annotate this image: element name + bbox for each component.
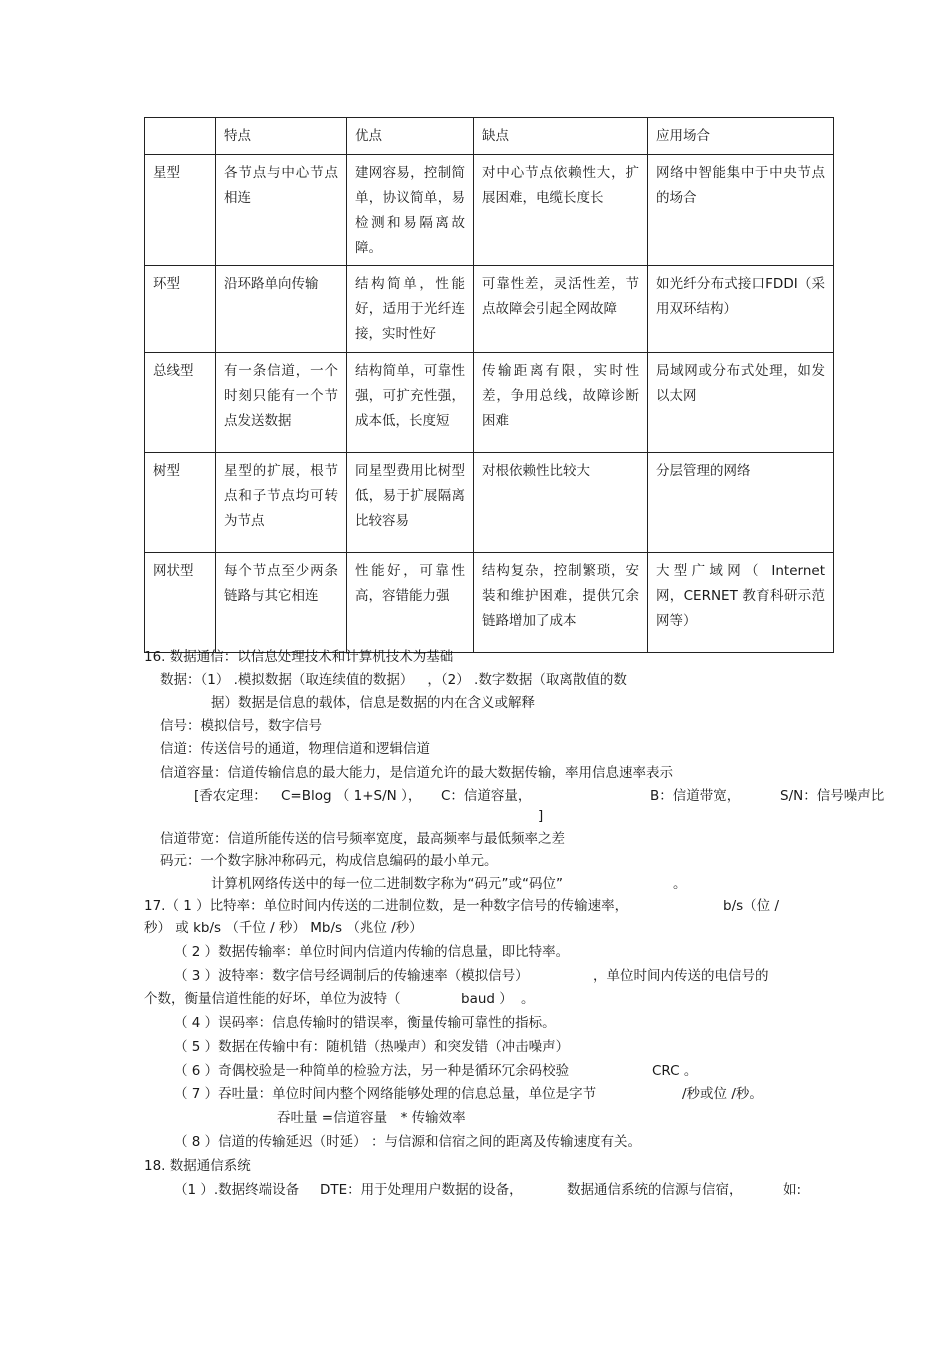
text-segment: 数据通信系统的信源与信宿， bbox=[567, 1182, 743, 1198]
table-row bbox=[145, 453, 834, 553]
table-cell: 结构复杂，控制繁琐，安装和维护困难，提供冗余链路增加了成本 bbox=[474, 553, 648, 653]
text-segment: （ 3 ）波特率：数字信号经调制后的传输速率（模拟信号） bbox=[174, 968, 529, 984]
table-cell: 星型的扩展，根节点和子节点均可转为节点 bbox=[216, 453, 347, 553]
formula: C=Blog （ 1+S/N ）， bbox=[281, 788, 422, 804]
text-line: 信道带宽：信道所能传送的信号频率宽度，最高频率与最低频率之差 bbox=[160, 831, 565, 847]
table-cell: 网状型 bbox=[145, 553, 216, 653]
text-line: 秒） 或 kb/s （千位 / 秒） Mb/s （兆位 /秒） bbox=[144, 920, 423, 936]
text-segment: ，（2） .数字数据（取离散值的数 bbox=[427, 672, 627, 688]
table-cell: 同星型费用比树型低，易于扩展隔离比较容易 bbox=[347, 453, 474, 553]
table-cell: 结构简单，性能好，适用于光纤连接，实时性好 bbox=[347, 266, 474, 353]
table-cell: 网络中智能集中于中央节点的场合 bbox=[648, 155, 834, 266]
text-segment: （ 6 ）奇偶校验是一种简单的检验方法，另一种是循环冗余码校验 bbox=[174, 1063, 570, 1079]
text-line: 信道：传送信号的通道，物理信道和逻辑信道 bbox=[160, 741, 430, 757]
table-header-cell bbox=[145, 118, 216, 155]
table-cell: 对根依赖性比较大 bbox=[474, 453, 648, 553]
table-cell: 每个节点至少两条链路与其它相连 bbox=[216, 553, 347, 653]
text-segment: baud ） bbox=[461, 991, 513, 1007]
text-segment: 。 bbox=[673, 876, 687, 892]
table-cell: 性能好，可靠性高，容错能力强 bbox=[347, 553, 474, 653]
table-header-cell: 缺点 bbox=[474, 118, 648, 155]
table-cell: 可靠性差，灵活性差，节点故障会引起全网故障 bbox=[474, 266, 648, 353]
text-line: （ 4 ）误码率：信息传输时的错误率，衡量传输可靠性的指标。 bbox=[174, 1015, 556, 1031]
table-cell: 对中心节点依赖性大，扩展困难，电缆长度长 bbox=[474, 155, 648, 266]
text-segment: b/s（位 / bbox=[723, 898, 779, 914]
formula: 吞吐量 =信道容量 * 传输效率 bbox=[277, 1110, 466, 1126]
table-cell: 有一条信道，一个时刻只能有一个节点发送数据 bbox=[216, 353, 347, 453]
section-18-heading: 18. 数据通信系统 bbox=[144, 1158, 251, 1174]
text-segment: （1 ）.数据终端设备 bbox=[174, 1182, 300, 1198]
table-row bbox=[145, 553, 834, 653]
text-line: 码元：一个数字脉冲称码元，构成信息编码的最小单元。 bbox=[160, 853, 498, 869]
text-segment: 。 bbox=[521, 991, 535, 1007]
text-segment: /秒或位 /秒。 bbox=[682, 1086, 763, 1102]
section-17-item-1: 17.（ 1 ）比特率：单位时间内传送的二进制位数，是一种数字信号的传输速率， bbox=[144, 898, 629, 914]
text-line bbox=[160, 670, 627, 690]
table-cell: 星型 bbox=[145, 155, 216, 266]
table-header-cell: 应用场合 bbox=[648, 118, 834, 155]
table-cell: 建网容易，控制简单，协议简单，易检测和易隔离故障。 bbox=[347, 155, 474, 266]
text-segment: B：信道带宽， bbox=[650, 788, 741, 804]
table-header-row bbox=[145, 118, 834, 155]
text-segment: 数据：（1） .模拟数据（取连续值的数据） bbox=[160, 672, 414, 688]
table-cell: 局域网或分布式处理，如发以太网 bbox=[648, 353, 834, 453]
table-row bbox=[145, 266, 834, 353]
bracket: ] bbox=[538, 808, 544, 824]
section-16-heading: 16. 数据通信：以信息处理技术和计算机技术为基础 bbox=[144, 649, 454, 665]
text-segment: 计算机网络传送中的每一位二进制数字称为“码元”或“码位” bbox=[211, 876, 563, 892]
text-line: 信号：模拟信号，数字信号 bbox=[160, 718, 322, 734]
table-cell: 总线型 bbox=[145, 353, 216, 453]
table-cell: 各节点与中心节点相连 bbox=[216, 155, 347, 266]
table-row bbox=[145, 155, 834, 266]
table-cell: 如光纤分布式接口FDDI（采用双环结构） bbox=[648, 266, 834, 353]
text-line: （ 8 ）信道的传输延迟（时延） ：与信源和信宿之间的距离及传输速度有关。 bbox=[174, 1134, 641, 1150]
text-line: 据）数据是信息的载体，信息是数据的内在含义或解释 bbox=[211, 695, 535, 711]
table-header-cell: 特点 bbox=[216, 118, 347, 155]
text-segment: ，单位时间内传送的电信号的 bbox=[593, 968, 769, 984]
text-line: （ 5 ）数据在传输中有：随机错（热噪声）和突发错（冲击噪声） bbox=[174, 1039, 570, 1055]
text-segment: S/N：信号噪声比 bbox=[780, 788, 885, 804]
table-cell: 环型 bbox=[145, 266, 216, 353]
table-cell: 沿环路单向传输 bbox=[216, 266, 347, 353]
text-segment: 个数，衡量信道性能的好坏，单位为波特（ bbox=[144, 991, 401, 1007]
table-header-cell: 优点 bbox=[347, 118, 474, 155]
table-row bbox=[145, 353, 834, 453]
text-segment: （ 7 ）吞吐量：单位时间内整个网络能够处理的信息总量，单位是字节 bbox=[174, 1086, 597, 1102]
table-cell: 传输距离有限，实时性差，争用总线，故障诊断困难 bbox=[474, 353, 648, 453]
table-cell: 分层管理的网络 bbox=[648, 453, 834, 553]
text-line: （ 2 ）数据传输率：单位时间内信道内传输的信息量，即比特率。 bbox=[174, 944, 570, 960]
text-line: 信道容量：信道传输信息的最大能力，是信道允许的最大数据传输，率用信息速率表示 bbox=[160, 765, 673, 781]
text-segment: 如: bbox=[783, 1182, 802, 1198]
topology-table bbox=[144, 117, 834, 653]
table-cell: 大型广域网（ Internet 网，CERNET 教育科研示范网等） bbox=[648, 553, 834, 653]
text-segment: DTE：用于处理用户数据的设备， bbox=[320, 1182, 523, 1198]
text-segment: CRC 。 bbox=[652, 1063, 698, 1079]
text-segment: C：信道容量， bbox=[441, 788, 532, 804]
table-cell: 树型 bbox=[145, 453, 216, 553]
text-segment: [香农定理： bbox=[194, 788, 267, 804]
table-cell: 结构简单，可靠性强，可扩充性强，成本低，长度短 bbox=[347, 353, 474, 453]
